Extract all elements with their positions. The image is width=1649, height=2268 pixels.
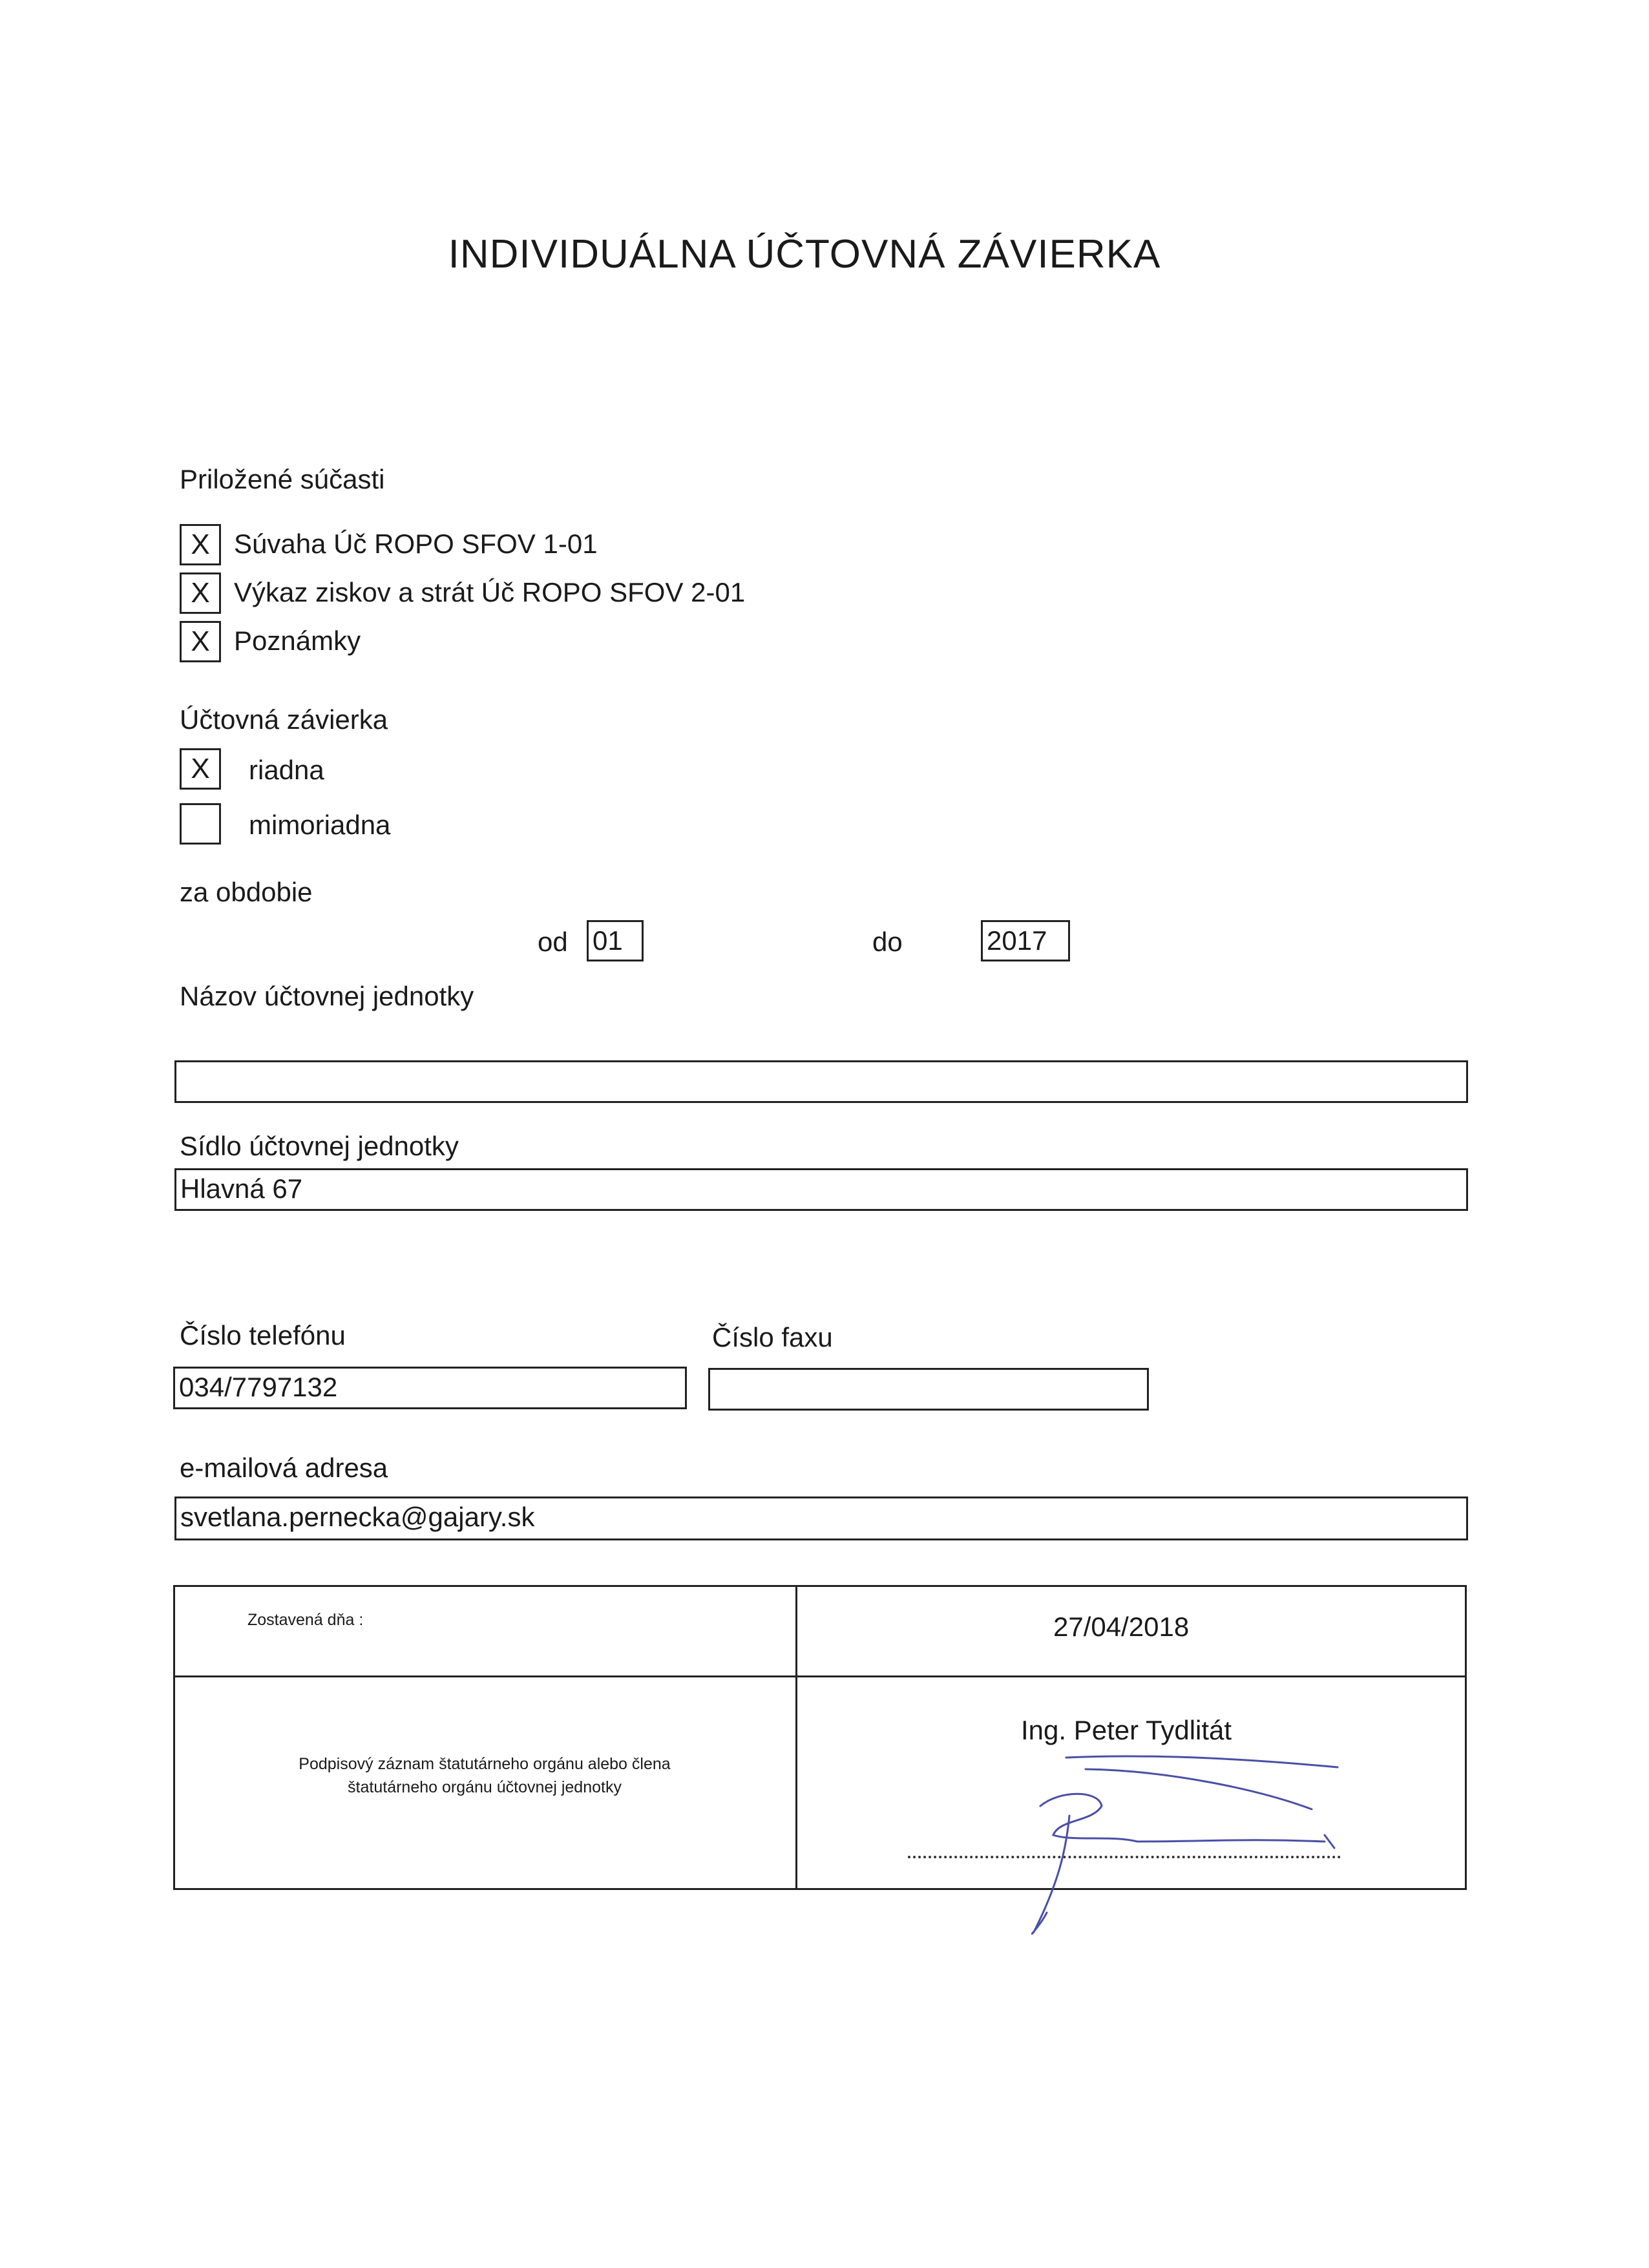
signature-stroke	[1066, 1756, 1338, 1767]
checkbox-label-regular: riadna	[249, 755, 324, 785]
period-from-field[interactable]: 01	[587, 920, 644, 961]
fax-label: Číslo faxu	[712, 1322, 833, 1352]
statement-type-heading: Účtovná závierka	[180, 704, 388, 735]
checkbox-notes[interactable]: X	[180, 621, 221, 662]
signatory-name: Ing. Peter Tydlitát	[1021, 1715, 1232, 1745]
entity-name-field[interactable]	[174, 1060, 1468, 1103]
checkbox-extraordinary[interactable]	[180, 803, 221, 845]
period-to-field[interactable]: 2017	[981, 920, 1070, 961]
checkbox-label-balance-sheet: Súvaha Úč ROPO SFOV 1-01	[234, 529, 598, 559]
entity-name-label: Názov účtovnej jednotky	[180, 981, 474, 1011]
email-field[interactable]: svetlana.pernecka@gajary.sk	[174, 1496, 1468, 1540]
period-heading: za obdobie	[180, 877, 313, 907]
signature-stroke	[1032, 1816, 1069, 1934]
checkbox-profit-loss[interactable]: X	[180, 572, 221, 614]
email-label: e-mailová adresa	[180, 1453, 388, 1483]
attachments-heading: Priložené súčasti	[180, 464, 385, 494]
checkbox-balance-sheet[interactable]: X	[180, 524, 221, 565]
fax-field[interactable]	[708, 1368, 1149, 1411]
signature-caption-line1: Podpisový záznam štatutárneho orgánu alebo člena	[299, 1755, 671, 1773]
period-from-label: od	[538, 927, 568, 957]
checkbox-label-extraordinary: mimoriadna	[249, 810, 391, 840]
phone-field[interactable]: 034/7797132	[173, 1367, 687, 1409]
page-title: INDIVIDUÁLNA ÚČTOVNÁ ZÁVIERKA	[448, 232, 1161, 277]
handwritten-signature	[989, 1745, 1363, 1951]
entity-address-field[interactable]: Hlavná 67	[174, 1168, 1468, 1211]
signature-caption-line2: štatutárneho orgánu účtovnej jednotky	[348, 1778, 622, 1796]
table-divider-vertical	[795, 1587, 797, 1888]
checkbox-regular[interactable]: X	[180, 748, 221, 790]
entity-address-label: Sídlo účtovnej jednotky	[180, 1131, 459, 1161]
checkbox-label-notes: Poznámky	[234, 625, 361, 656]
signature-stroke	[1325, 1835, 1334, 1848]
period-to-label: do	[872, 927, 903, 957]
compiled-on-label: Zostavená dňa :	[247, 1611, 364, 1629]
phone-label: Číslo telefónu	[180, 1320, 346, 1350]
checkbox-label-profit-loss: Výkaz ziskov a strát Úč ROPO SFOV 2-01	[234, 577, 746, 607]
table-divider-horizontal	[175, 1675, 1465, 1677]
compiled-on-date: 27/04/2018	[1053, 1612, 1190, 1642]
signature-stroke	[1086, 1769, 1312, 1809]
signature-stroke	[1040, 1794, 1325, 1842]
